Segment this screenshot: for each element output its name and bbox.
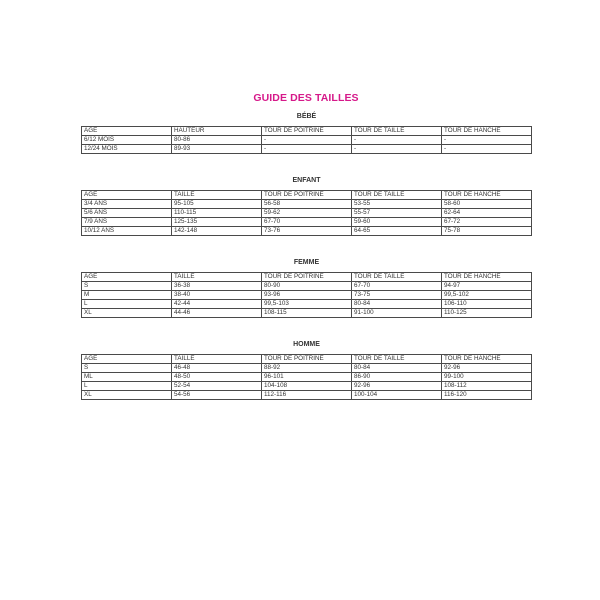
table-cell: - — [442, 136, 532, 145]
table-cell: L — [82, 300, 172, 309]
table-cell: 54-56 — [172, 391, 262, 400]
size-table-femme — [81, 272, 532, 318]
table-cell: 38-40 — [172, 291, 262, 300]
table-cell: 99-100 — [442, 373, 532, 382]
table-row — [82, 145, 532, 154]
table-cell: 92-96 — [442, 364, 532, 373]
table-row — [82, 382, 532, 391]
table-cell: 91-100 — [352, 309, 442, 318]
table-cell: 80-84 — [352, 364, 442, 373]
table-row — [82, 282, 532, 291]
table-header-row — [82, 191, 532, 200]
table-cell: 104-108 — [262, 382, 352, 391]
table-cell: 64-65 — [352, 227, 442, 236]
table-cell: 12/24 MOIS — [82, 145, 172, 154]
table-cell: 96-101 — [262, 373, 352, 382]
page-title: GUIDE DES TAILLES — [253, 92, 359, 104]
column-header: AGE — [82, 273, 172, 282]
column-header: TOUR DE HANCHE — [442, 355, 532, 364]
column-header: TOUR DE HANCHE — [442, 127, 532, 136]
section-title: FEMME — [293, 259, 320, 266]
table-cell: - — [352, 145, 442, 154]
table-cell: ML — [82, 373, 172, 382]
table-cell: 75-78 — [442, 227, 532, 236]
column-header: AGE — [82, 355, 172, 364]
section-femme — [81, 258, 531, 318]
table-cell: 106-110 — [442, 300, 532, 309]
table-row — [82, 309, 532, 318]
table-cell: 110-125 — [442, 309, 532, 318]
table-cell: 93-96 — [262, 291, 352, 300]
table-cell: 67-70 — [262, 218, 352, 227]
column-header: TOUR DE TAILLE — [352, 127, 442, 136]
column-header: TOUR DE HANCHE — [442, 191, 532, 200]
column-header: TOUR DE POITRINE — [262, 273, 352, 282]
table-cell: 7/9 ANS — [82, 218, 172, 227]
table-cell: XL — [82, 309, 172, 318]
table-cell: 48-50 — [172, 373, 262, 382]
table-row — [82, 227, 532, 236]
table-cell: 52-54 — [172, 382, 262, 391]
table-cell: 58-60 — [442, 200, 532, 209]
table-cell: - — [262, 145, 352, 154]
table-cell: 59-60 — [352, 218, 442, 227]
table-cell: 59-62 — [262, 209, 352, 218]
table-cell: 125-135 — [172, 218, 262, 227]
table-cell: 6/12 MOIS — [82, 136, 172, 145]
column-header: TOUR DE POITRINE — [262, 191, 352, 200]
table-row — [82, 300, 532, 309]
column-header: TOUR DE POITRINE — [262, 355, 352, 364]
column-header: TAILLE — [172, 355, 262, 364]
table-cell: 42-44 — [172, 300, 262, 309]
table-cell: 10/12 ANS — [82, 227, 172, 236]
table-cell: 80-86 — [172, 136, 262, 145]
table-cell: 80-90 — [262, 282, 352, 291]
column-header: AGE — [82, 127, 172, 136]
table-cell: 108-112 — [442, 382, 532, 391]
table-cell: 116-120 — [442, 391, 532, 400]
table-row — [82, 364, 532, 373]
table-row — [82, 136, 532, 145]
table-cell: 67-70 — [352, 282, 442, 291]
table-cell: XL — [82, 391, 172, 400]
table-cell: 94-97 — [442, 282, 532, 291]
size-table-enfant — [81, 190, 532, 236]
column-header: TOUR DE TAILLE — [352, 355, 442, 364]
column-header: TOUR DE TAILLE — [352, 273, 442, 282]
table-cell: 56-58 — [262, 200, 352, 209]
table-cell: - — [442, 145, 532, 154]
table-cell: 67-72 — [442, 218, 532, 227]
table-cell: 3/4 ANS — [82, 200, 172, 209]
table-cell: 36-38 — [172, 282, 262, 291]
table-row — [82, 218, 532, 227]
table-header-row — [82, 355, 532, 364]
table-cell: 46-48 — [172, 364, 262, 373]
table-cell: 73-76 — [262, 227, 352, 236]
column-header: TOUR DE POITRINE — [262, 127, 352, 136]
table-cell: 92-96 — [352, 382, 442, 391]
table-row — [82, 209, 532, 218]
table-header-row — [82, 127, 532, 136]
table-cell: 100-104 — [352, 391, 442, 400]
table-cell: - — [262, 136, 352, 145]
table-cell: 44-46 — [172, 309, 262, 318]
column-header: TOUR DE HANCHE — [442, 273, 532, 282]
table-cell: 99,5-102 — [442, 291, 532, 300]
table-row — [82, 391, 532, 400]
table-cell: 62-64 — [442, 209, 532, 218]
table-cell: 80-84 — [352, 300, 442, 309]
table-cell: S — [82, 364, 172, 373]
table-cell: 95-105 — [172, 200, 262, 209]
table-row — [82, 373, 532, 382]
size-table-bebe — [81, 126, 532, 154]
column-header: TOUR DE TAILLE — [352, 191, 442, 200]
section-enfant — [81, 176, 531, 236]
column-header: TAILLE — [172, 191, 262, 200]
table-cell: 5/6 ANS — [82, 209, 172, 218]
table-cell: - — [352, 136, 442, 145]
table-cell: 88-92 — [262, 364, 352, 373]
section-bebe — [81, 112, 531, 154]
table-header-row — [82, 273, 532, 282]
table-cell: 89-93 — [172, 145, 262, 154]
column-header: AGE — [82, 191, 172, 200]
table-row — [82, 200, 532, 209]
table-cell: S — [82, 282, 172, 291]
table-cell: M — [82, 291, 172, 300]
table-cell: 112-116 — [262, 391, 352, 400]
table-cell: 73-75 — [352, 291, 442, 300]
table-cell: 110-115 — [172, 209, 262, 218]
table-row — [82, 291, 532, 300]
section-title: ENFANT — [292, 177, 321, 184]
table-cell: 55-57 — [352, 209, 442, 218]
table-cell: 86-90 — [352, 373, 442, 382]
column-header: TAILLE — [172, 273, 262, 282]
section-title: BÉBÉ — [296, 113, 317, 120]
table-cell: 142-148 — [172, 227, 262, 236]
section-homme — [81, 340, 531, 400]
table-cell: 108-115 — [262, 309, 352, 318]
column-header: HAUTEUR — [172, 127, 262, 136]
section-title: HOMME — [293, 341, 320, 348]
size-table-homme — [81, 354, 532, 400]
table-cell: L — [82, 382, 172, 391]
table-cell: 53-55 — [352, 200, 442, 209]
table-cell: 99,5-103 — [262, 300, 352, 309]
